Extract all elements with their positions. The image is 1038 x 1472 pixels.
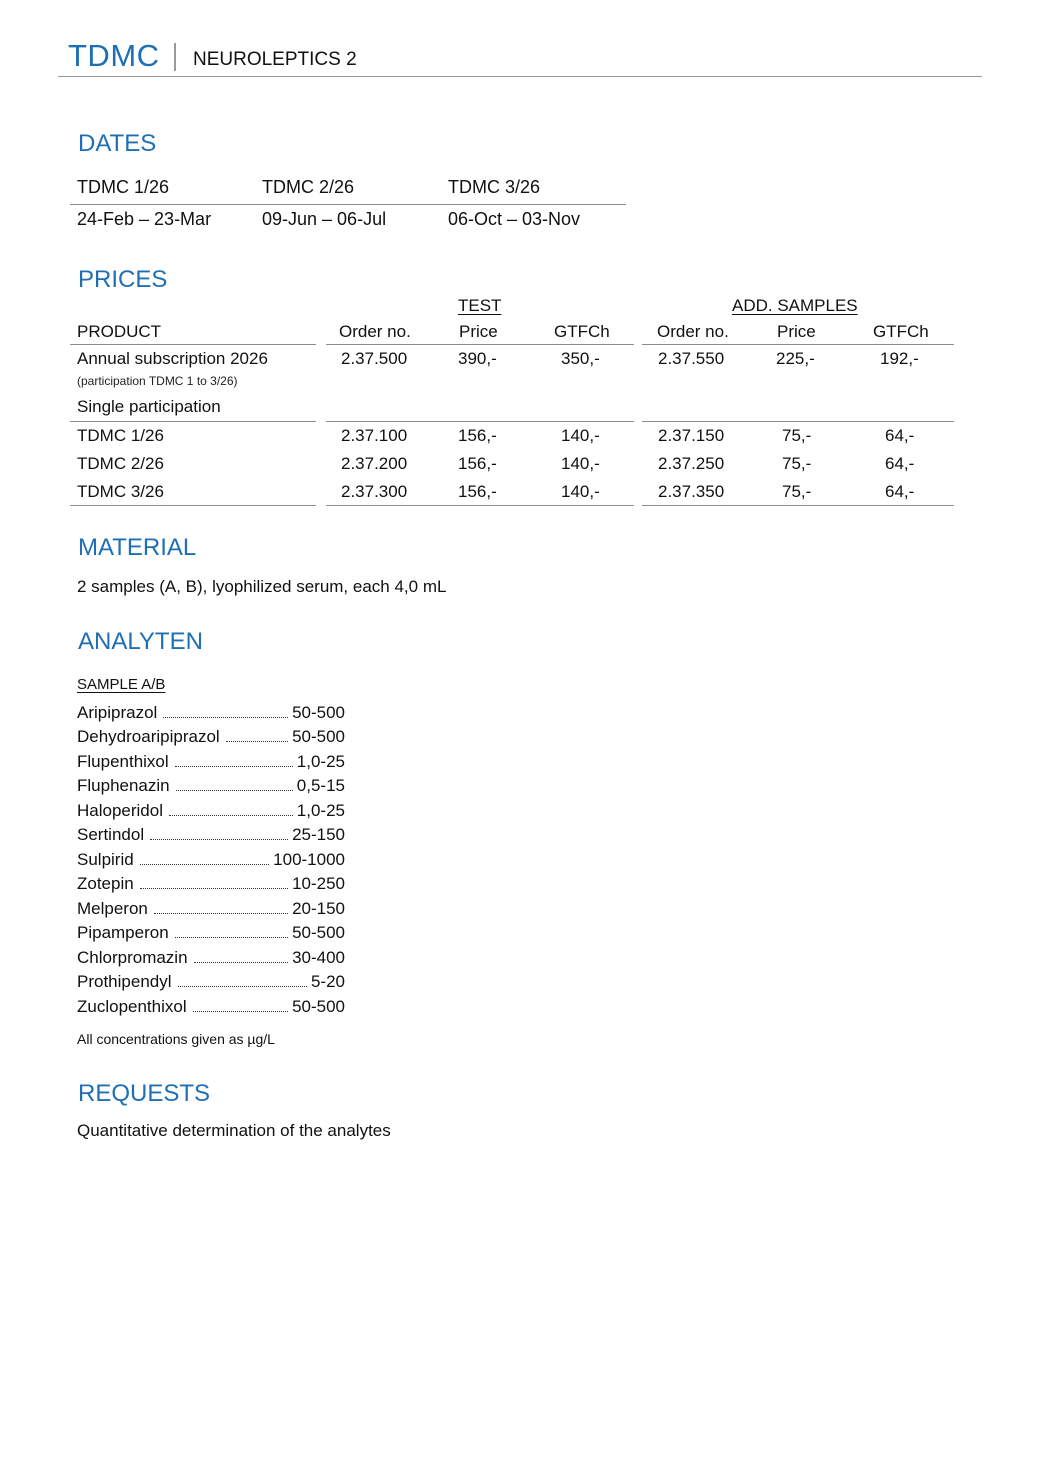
analyte-range: 50-500	[292, 997, 345, 1016]
group-header-test: TEST	[458, 296, 502, 315]
analyte-range: 50-500	[292, 923, 345, 942]
table-rule	[326, 421, 634, 422]
analyte-range: 1,0-25	[296, 752, 345, 771]
analyte-range: 20-150	[292, 899, 345, 918]
cell-gtfch: 64,-	[885, 482, 915, 501]
column-header-product: PRODUCT	[77, 322, 162, 341]
cell-order-no: 2.37.300	[341, 482, 408, 501]
analyte-name: Flupenthixol	[77, 752, 169, 771]
table-rule	[70, 344, 316, 345]
analyte-range: 100-1000	[273, 850, 345, 869]
leader-dots	[194, 961, 289, 963]
analyte-name: Prothipendyl	[77, 972, 172, 991]
list-item	[77, 850, 345, 874]
leader-dots	[226, 740, 288, 742]
analyte-range: 10-250	[292, 874, 345, 893]
analyte-name: Fluphenazin	[77, 776, 170, 795]
cell-price: 75,-	[782, 426, 812, 445]
cell-gtfch: 192,-	[880, 349, 919, 368]
leader-dots	[176, 789, 293, 791]
analyte-range: 30-400	[292, 948, 345, 967]
dates-col-label: TDMC 3/26	[448, 177, 541, 197]
leader-dots	[178, 985, 307, 987]
leader-dots	[175, 765, 293, 767]
cell-price: 156,-	[458, 426, 497, 445]
cell-order-no: 2.37.550	[658, 349, 725, 368]
analyte-name: Chlorpromazin	[77, 948, 188, 967]
dates-heading: DATES	[78, 130, 157, 157]
analyte-name: Zuclopenthixol	[77, 997, 187, 1016]
column-header-price: Price	[777, 322, 816, 341]
analyte-name: Zotepin	[77, 874, 134, 893]
concentration-footnote: All concentrations given as µg/L	[77, 1031, 275, 1047]
document-subtitle: NEUROLEPTICS 2	[193, 49, 357, 70]
product-name: TDMC 2/26	[77, 454, 164, 473]
table-rule	[70, 505, 316, 506]
brand-title: TDMC	[68, 38, 160, 73]
analyte-range: 1,0-25	[296, 801, 345, 820]
product-name: TDMC 3/26	[77, 482, 164, 501]
product-name: Annual subscription 2026	[77, 349, 268, 368]
cell-order-no: 2.37.500	[341, 349, 408, 368]
list-item	[77, 874, 345, 898]
table-rule	[642, 344, 954, 345]
cell-order-no: 2.37.350	[658, 482, 725, 501]
dates-rule	[70, 204, 626, 205]
dates-col-range: 24-Feb – 23-Mar	[77, 209, 212, 229]
table-rule	[642, 421, 954, 422]
cell-order-no: 2.37.200	[341, 454, 408, 473]
table-rule	[326, 344, 634, 345]
analyte-name: Sertindol	[77, 825, 145, 844]
header-rule	[58, 76, 982, 77]
list-item	[77, 801, 345, 825]
list-item	[77, 997, 345, 1021]
table-rule	[642, 505, 954, 506]
table-rule	[70, 421, 316, 422]
cell-order-no: 2.37.250	[658, 454, 725, 473]
analyte-name: Melperon	[77, 899, 148, 918]
analyte-range: 50-500	[292, 727, 345, 746]
cell-order-no: 2.37.100	[341, 426, 408, 445]
list-item	[77, 899, 345, 923]
cell-gtfch: 64,-	[885, 426, 915, 445]
analyte-name: Aripiprazol	[77, 703, 158, 722]
list-item	[77, 825, 345, 849]
leader-dots	[163, 716, 288, 718]
column-header-gtfch: GTFCh	[873, 322, 929, 341]
leader-dots	[154, 912, 288, 914]
material-text: 2 samples (A, B), lyophilized serum, each 4,0 mL	[77, 577, 447, 596]
leader-dots	[140, 887, 288, 889]
leader-dots	[193, 1010, 288, 1012]
analyte-range: 5-20	[310, 972, 345, 991]
header-divider	[174, 43, 176, 71]
analyte-name: Sulpirid	[77, 850, 134, 869]
list-item	[77, 776, 345, 800]
requests-text: Quantitative determination of the analytes	[77, 1121, 391, 1140]
cell-price: 156,-	[458, 454, 497, 473]
cell-price: 156,-	[458, 482, 497, 501]
list-item	[77, 752, 345, 776]
analyte-range: 0,5-15	[296, 776, 345, 795]
sample-subheading: SAMPLE A/B	[77, 676, 166, 693]
material-heading: MATERIAL	[78, 534, 197, 561]
single-participation-label: Single participation	[77, 397, 221, 416]
cell-gtfch: 140,-	[561, 426, 600, 445]
dates-col-range: 06-Oct – 03-Nov	[448, 209, 581, 229]
group-header-add-samples: ADD. SAMPLES	[732, 296, 858, 315]
leader-dots	[175, 936, 288, 938]
analyte-name: Dehydroaripiprazol	[77, 727, 220, 746]
leader-dots	[150, 838, 288, 840]
dates-col-range: 09-Jun – 06-Jul	[262, 209, 387, 229]
cell-gtfch: 140,-	[561, 454, 600, 473]
analyten-heading: ANALYTEN	[78, 628, 203, 655]
list-item	[77, 972, 345, 996]
cell-gtfch: 64,-	[885, 454, 915, 473]
list-item	[77, 703, 345, 727]
dates-col-label: TDMC 1/26	[77, 177, 170, 197]
cell-gtfch: 350,-	[561, 349, 600, 368]
column-header-price: Price	[459, 322, 498, 341]
prices-heading: PRICES	[78, 266, 168, 293]
table-rule	[326, 505, 634, 506]
cell-gtfch: 140,-	[561, 482, 600, 501]
list-item	[77, 727, 345, 751]
cell-price: 390,-	[458, 349, 497, 368]
dates-col-label: TDMC 2/26	[262, 177, 355, 197]
leader-dots	[169, 814, 293, 816]
analyte-name: Pipamperon	[77, 923, 169, 942]
product-note: (participation TDMC 1 to 3/26)	[77, 374, 238, 388]
leader-dots	[140, 863, 269, 865]
column-header-gtfch: GTFCh	[554, 322, 610, 341]
cell-price: 75,-	[782, 454, 812, 473]
analyte-range: 25-150	[292, 825, 345, 844]
cell-price: 75,-	[782, 482, 812, 501]
list-item	[77, 948, 345, 972]
requests-heading: REQUESTS	[78, 1080, 211, 1107]
cell-price: 225,-	[776, 349, 815, 368]
analyte-name: Haloperidol	[77, 801, 163, 820]
column-header-order-no: Order no.	[657, 322, 729, 341]
product-name: TDMC 1/26	[77, 426, 164, 445]
list-item	[77, 923, 345, 947]
analyte-range: 50-500	[292, 703, 345, 722]
cell-order-no: 2.37.150	[658, 426, 725, 445]
column-header-order-no: Order no.	[339, 322, 411, 341]
